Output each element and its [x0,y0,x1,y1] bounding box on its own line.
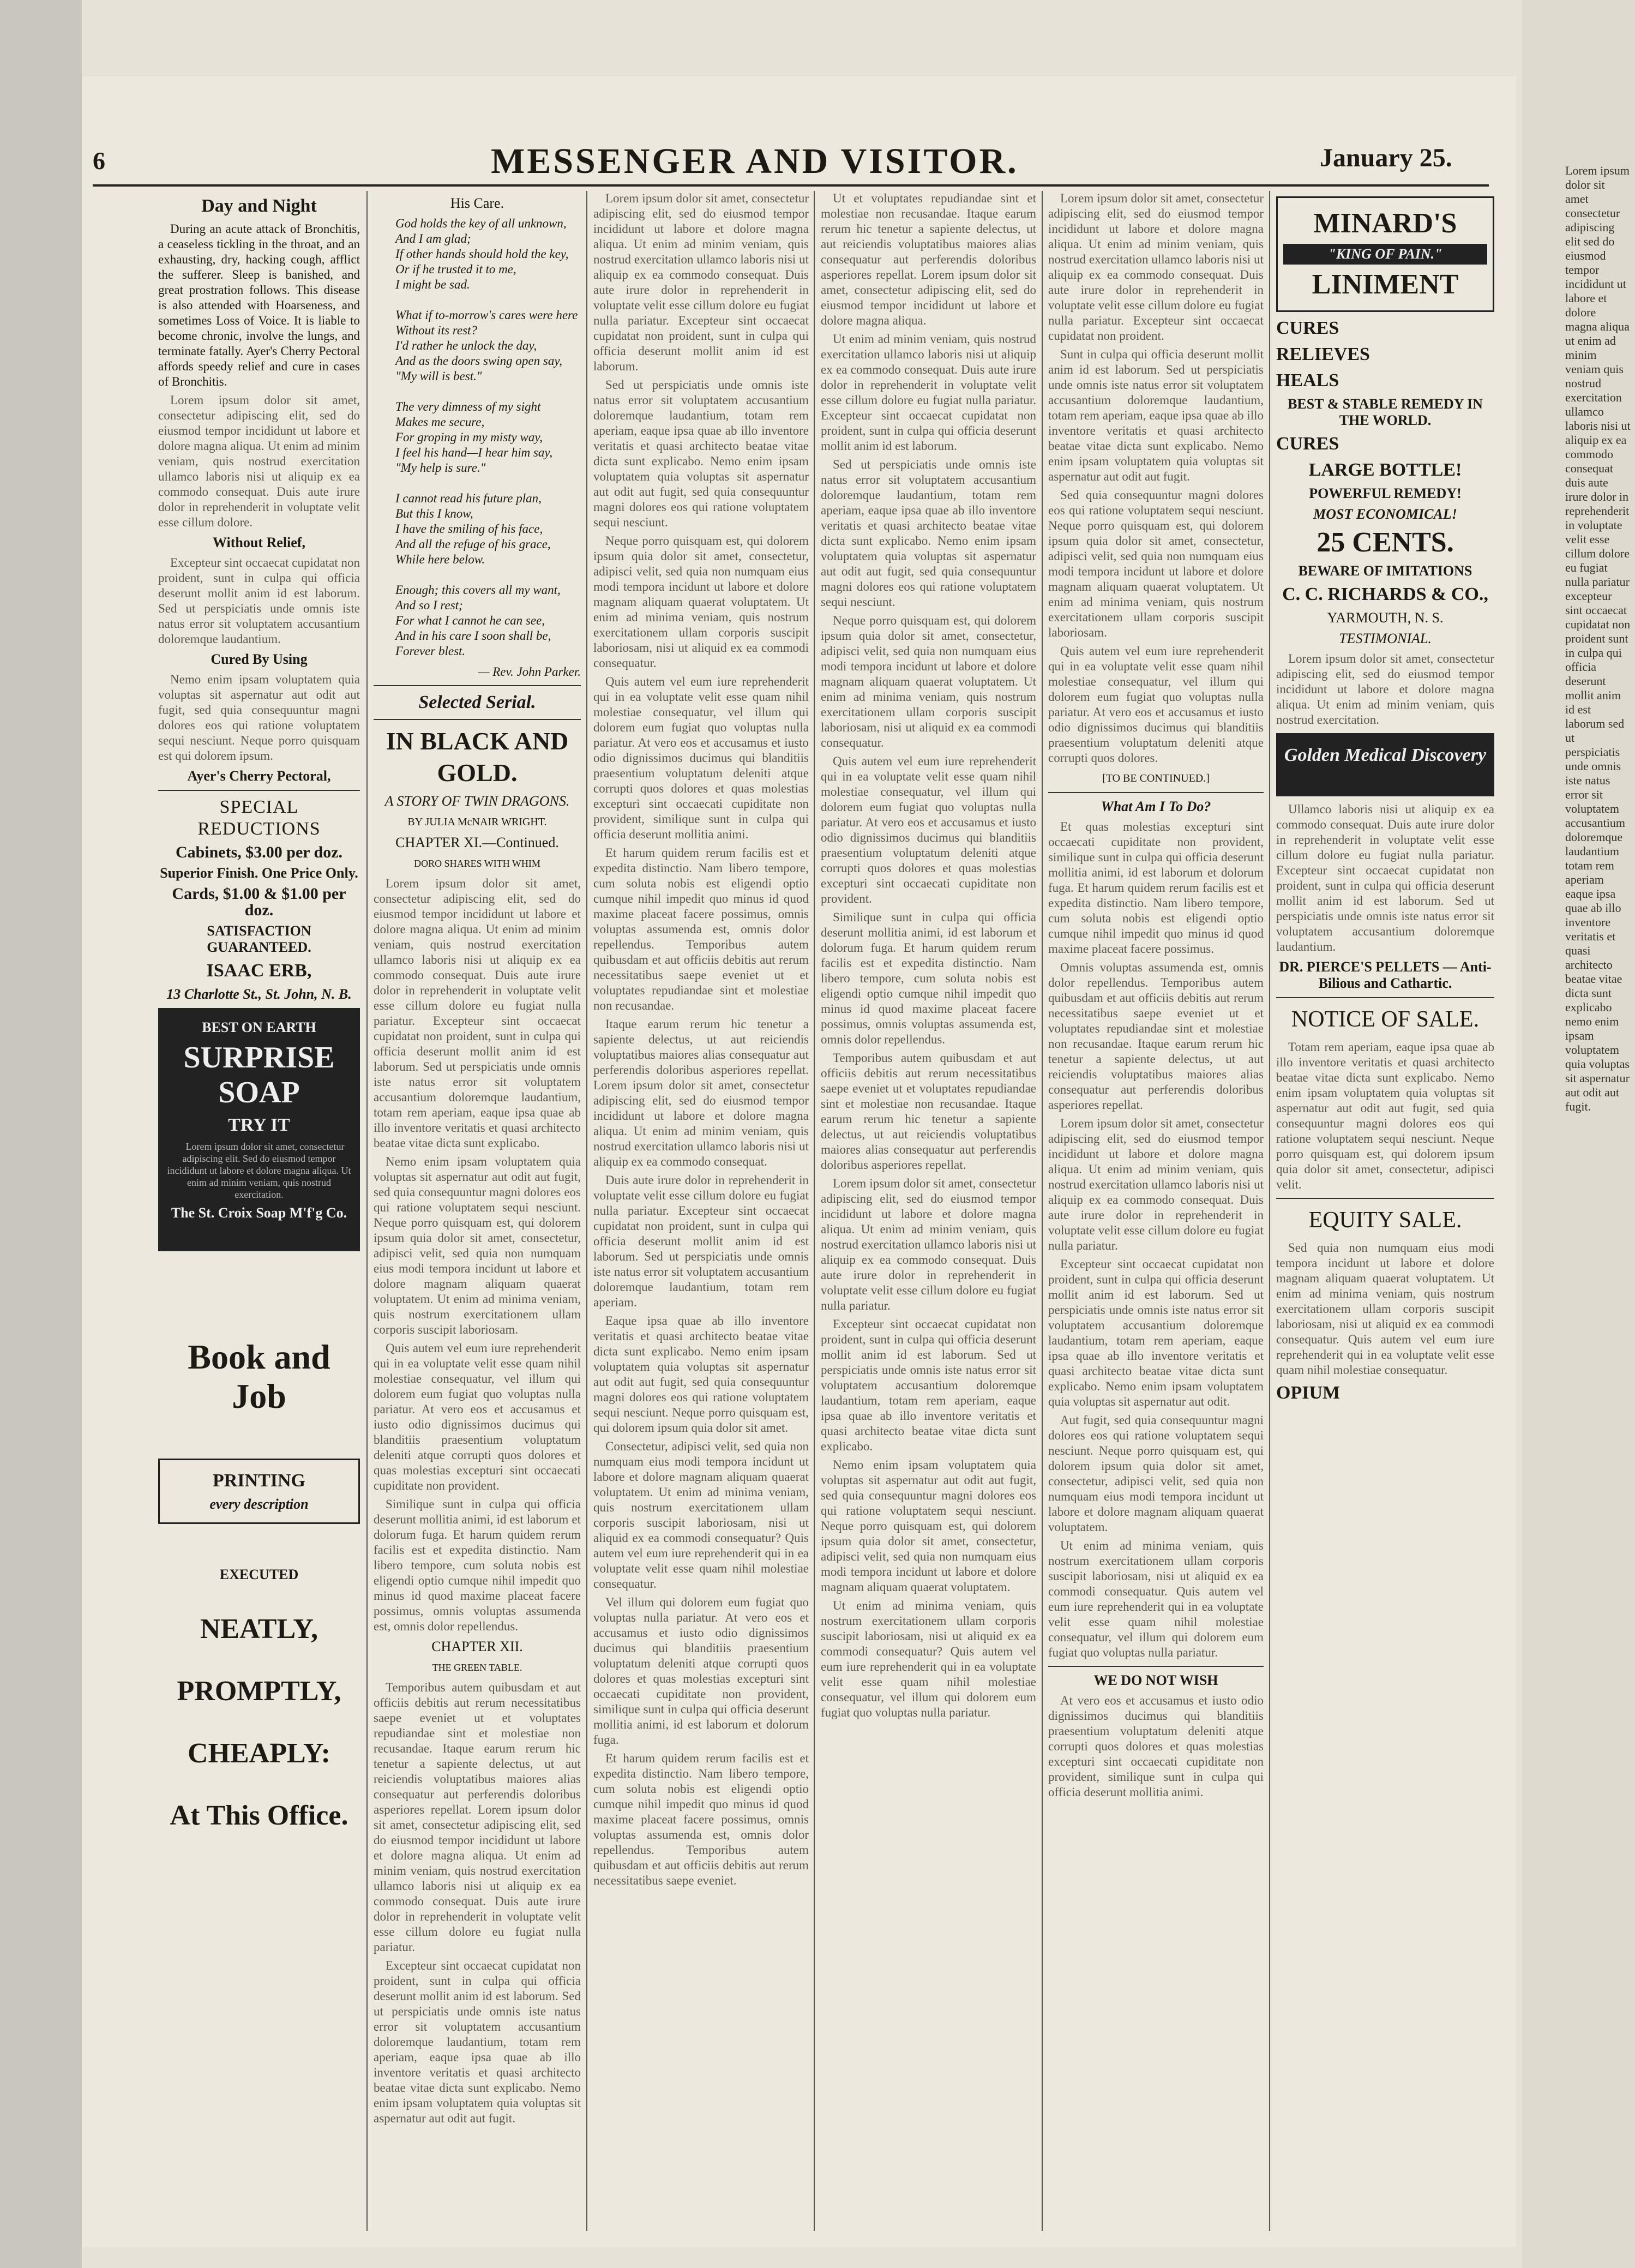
equity-text-filler: Sed quia non numquam eius modi tempora incidunt ut labore et dolore magnam aliquam quaerat voluptatem. Ut enim ad minima veniam, quis nostrum exercitationem ullam corporis suscipit laboriosam, nisi ut aliquid ex ea commodi consequatur. Quis autem vel eum iure reprehenderit qui in ea voluptate velit esse quam nihil molestiae consequatur. [1276,1241,1494,1377]
story-text-filler: Excepteur sint occaecat cupidatat non proident, sunt in culpa qui officia deserunt mollit anim id est laborum. Sed ut perspiciatis unde omnis iste natus error sit voluptatem accusantium doloremque laudantium, totam rem aperiam, eaque ipsa quae ab illo inventore veritatis et quasi architecto beatae vitae dicta sunt explicabo. Nemo enim ipsam voluptatem quia voluptas sit aspernatur aut odit aut fugit. [374,1959,581,2125]
story-text-filler: Similique sunt in culpa qui officia deserunt mollitia animi, id est laborum et dolorum fuga. Et harum quidem rerum facilis est et expedita distinctio. Nam libero tempore, cum soluta nobis est eligendi optio cumque nihil impedit quo minus id quod maxime placeat facere possimus, omnis voluptas assumenda est, omnis dolor repellendus. [374,1497,581,1633]
story-text-filler: Et harum quidem rerum facilis est et expedita distinctio. Nam libero tempore, cum soluta nobis est eligendi optio cumque nihil impedit quo minus id quod maxime placeat facere possimus, omnis voluptas assumenda est, omnis dolor repellendus. Temporibus autem quibusdam et aut officiis debitis aut rerum necessitatibus saepe eveniet. [593,1751,809,1887]
printing: PRINTING [212,1471,306,1491]
ad-text-filler: Ullamco laboris nisi ut aliquip ex ea commodo consequat. Duis aute irure dolor in reprehenderit in voluptate velit esse cillum dolore eu fugiat nulla pariatur. Excepteur sint occaecat cupidatat non proident, sunt in culpa qui officia deserunt mollit anim id est laborum. Sed ut perspiciatis unde omnis iste natus error sit voluptatem accusantium doloremque laudantium. [1276,802,1494,953]
story-text-filler: Consectetur, adipisci velit, sed quia non numquam eius modi tempora incidunt ut labore et dolore magnam aliquam quaerat voluptatem. Ut enim ad minima veniam, quis nostrum exercitationem ullam corporis suscipit laboriosam, nisi ut aliquid ex ea commodi consequatur? Quis autem vel eum iure reprehenderit qui in ea voluptate velit esse quam nihil molestiae consequatur. [593,1439,809,1591]
issue-date: January 25. [1320,143,1452,172]
opium-ad: OPIUM [1276,1383,1341,1403]
neatly: NEATLY, [200,1613,318,1645]
ad-text: During an acute attack of Bronchitis, a ceaseless tickling in the throat, and an exhausting, dry, hacking cough, afflict the sufferer. Sleep is banished, and great prostration follows. This disease is also attended with Hoarseness, and sometimes Loss of Voice. It is liable to become chronic, involve the lungs, and terminate fatally. Ayer's Cherry Pectoral affords speedy relief and cure in cases of Bronchitis. [158,222,360,388]
column-3 [593,191,809,2220]
ad-address: 13 Charlotte St., St. John, N. B. [166,986,352,1002]
story-text-filler: Sed quia consequuntur magni dolores eos qui ratione voluptatem sequi nesciunt. Neque porro quisquam est, qui dolorem ipsum quia dolor sit amet, consectetur, adipisci velit, sed quia non numquam eius modi tempora incidunt ut labore et dolore magnam aliquam quaerat voluptatem. Ut enim ad minima veniam, quis nostrum exercitationem ullam corporis suscipit laboriosam. [1048,488,1264,639]
ad-subheading: Cured By Using [211,651,308,667]
story-text-filler: Lorem ipsum dolor sit amet, consectetur adipiscing elit, sed do eiusmod tempor incididunt ut labore et dolore magna aliqua. Ut enim ad minim veniam, quis nostrud exercitation ullamco laboris nisi ut aliquip ex ea commodo consequat. Duis aute irure dolor in reprehenderit in voluptate velit esse cillum dolore eu fugiat nulla pariatur. Excepteur sint occaecat cupidatat non proident, sunt in culpa qui officia deserunt mollit anim id est laborum. Sed ut perspiciatis unde omnis iste natus error sit voluptatem accusantium doloremque laudantium, totam rem aperiam, eaque ipsa quae ab illo inventore veritatis et quasi architecto beatae vitae dicta sunt explicabo. [374,877,581,1150]
promptly: PROMPTLY, [177,1676,341,1707]
ad-text-filler: Lorem ipsum dolor sit amet, consectetur adipiscing elit, sed do eiusmod tempor incididunt ut labore et dolore magna aliqua. Ut enim ad minim veniam, quis nostrud exercitation ullamco laboris nisi ut aliquip ex ea commodo consequat. Duis aute irure dolor in reprehenderit in voluptate velit esse cillum dolore. [158,393,360,529]
economical: MOST ECONOMICAL! [1313,506,1457,522]
divider [1048,1666,1264,1667]
story-text-filler: Lorem ipsum dolor sit amet, consectetur adipiscing elit, sed do eiusmod tempor incididunt ut labore et dolore magna aliqua. Ut enim ad minim veniam, quis nostrud exercitation ullamco laboris nisi ut aliquip ex ea commodo consequat. Duis aute irure dolor in reprehenderit in voluptate velit esse cillum dolore eu fugiat nulla pariatur. Excepteur sint occaecat cupidatat non proident, sunt in culpa qui officia deserunt mollit anim id est laborum. [593,191,809,373]
minards-title: MINARD'S [1313,208,1457,239]
serial-label: Selected Serial. [418,692,536,712]
column-5 [1048,191,1264,2220]
article-text-filler: Lorem ipsum dolor sit amet, consectetur adipiscing elit, sed do eiusmod tempor incididunt ut labore et dolore magna aliqua. Ut enim ad minim veniam, quis nostrud exercitation ullamco laboris nisi ut aliquip ex ea commodo consequat. Duis aute irure dolor in reprehenderit in voluptate velit esse cillum dolore eu fugiat nulla pariatur. [1048,1117,1264,1252]
yarmouth: YARMOUTH, N. S. [1327,610,1444,626]
divider [1276,997,1494,998]
story-text-filler: Quis autem vel eum iure reprehenderit qui in ea voluptate velit esse quam nihil molestiae consequatur, vel illum qui dolorem eum fugiat quo voluptas nulla pariatur. At vero eos et accusamus et iusto odio dignissimos ducimus qui blanditiis praesentium voluptatum deleniti atque corrupti quos dolores. [1048,644,1264,765]
ad-line: SATISFACTION GUARANTEED. [207,923,311,955]
notice-heading: NOTICE OF SALE. [1291,1007,1480,1032]
column-rule [366,191,368,2231]
story-text-filler: Lorem ipsum dolor sit amet, consectetur adipiscing elit, sed do eiusmod tempor incididunt ut labore et dolore magna aliqua. Ut enim ad minim veniam, quis nostrud exercitation ullamco laboris nisi ut aliquip ex ea commodo consequat. Duis aute irure dolor in reprehenderit in voluptate velit esse cillum dolore eu fugiat nulla pariatur. [821,1177,1036,1312]
story-text-filler: Eaque ipsa quae ab illo inventore veritatis et quasi architecto beatae vitae dicta sunt explicabo. Nemo enim ipsam voluptatem quia voluptas sit aspernatur aut odit aut fugit, sed quia consequuntur magni dolores eos qui ratione voluptatem sequi nesciunt. Neque porro quisquam est, qui dolorem ipsum quia dolor sit amet. [593,1314,809,1435]
column-4 [821,191,1036,2220]
best-remedy: BEST & STABLE REMEDY IN THE WORLD. [1288,396,1483,428]
soap-ad [158,1008,360,1251]
story-text-filler: Temporibus autem quibusdam et aut officiis debitis aut rerum necessitatibus saepe eveniet ut et voluptates repudiandae sint et molestiae non recusandae. Itaque earum rerum hic tenetur a sapiente delectus, ut aut reiciendis voluptatibus maiores alias consequatur aut perferendis doloribus asperiores repellat. [821,1051,1036,1172]
story-text-filler: Sunt in culpa qui officia deserunt mollit anim id est laborum. Sed ut perspiciatis unde omnis iste natus error sit voluptatem accusantium doloremque laudantium, totam rem aperiam, eaque ipsa quae ab illo inventore veritatis et quasi architecto beatae vitae dicta sunt explicabo. Nemo enim ipsam voluptatem quia voluptas sit aspernatur aut odit aut fugit. [1048,347,1264,483]
story-text-filler: Quis autem vel eum iure reprehenderit qui in ea voluptate velit esse quam nihil molestiae consequatur, vel illum qui dolorem eum fugiat quo voluptas nulla pariatur. At vero eos et accusamus et iusto odio dignissimos ducimus qui blanditiis praesentium voluptatum deleniti atque corrupti quos dolores et quas molestias excepturi sint occaecati cupiditate non provident. [374,1341,581,1492]
notice-text-filler: Totam rem aperiam, eaque ipsa quae ab illo inventore veritatis et quasi architecto beatae vitae dicta sunt explicabo. Nemo enim ipsam voluptatem quia voluptas sit aspernatur aut odit aut fugit, sed quia consequuntur magni dolores eos qui ratione voluptatem sequi nesciunt. Neque porro quisquam est, qui dolorem ipsum quia dolor sit amet, consectetur, adipisci velit. [1276,1040,1494,1191]
soap-maker: The St. Croix Soap M'f'g Co. [171,1205,347,1221]
ad-heading: Day and Night [201,196,317,216]
ad-text-filler: Nemo enim ipsam voluptatem quia voluptas sit aspernatur aut odit aut fugit, sed quia consequuntur magni dolores eos qui ratione voluptatem sequi nesciunt. Neque porro quisquam est qui dolorem ipsum. [158,673,360,763]
column-rule [814,191,815,2231]
newspaper-title: MESSENGER AND VISITOR. [491,141,1019,181]
divider [1276,1198,1494,1199]
minards-ad [1276,196,1494,312]
ad-subheading: Ayer's Cherry Pectoral, [187,768,331,784]
testimonial: TESTIMONIAL. [1339,631,1432,646]
adjacent-page-text: Lorem ipsum dolor sit amet consectetur adipiscing elit sed do eiusmod tempor incididunt ut labore et dolore magna aliqua ut enim ad minim veniam quis nostrud exercitation ullamco laboris nisi ut aliquip ex ea commodo consequat duis aute irure dolor in reprehenderit in voluptate velit esse cillum dolore eu fugiat nulla pariatur excepteur sint occaecat cupidatat non proident sunt in culpa qui officia deserunt mollit anim id est laborum sed ut perspiciatis unde omnis iste natus error sit voluptatem accusantium doloremque laudantium totam rem aperiam eaque ipsa quae ab illo inventore veritatis et quasi architecto beatae vitae dicta sunt explicabo nemo enim ipsam voluptatem quia voluptas sit aspernatur aut odit aut fugit. [1565,164,1631,1113]
ad-text-filler: At vero eos et accusamus et iusto odio dignissimos ducimus qui blanditiis praesentium voluptatum deleniti atque corrupti quos dolores et quas molestias excepturi sint occaecati cupiditate non provident, similique sunt in culpa qui officia deserunt mollitia animi. [1048,1694,1264,1799]
ad-text-filler: Excepteur sint occaecat cupidatat non proident, sunt in culpa qui officia deserunt mollit anim id est laborum. Sed ut perspiciatis unde omnis iste natus error sit voluptatem accusantium doloremque laudantium. [158,556,360,646]
ad-heading: SPECIAL REDUCTIONS [197,797,321,839]
minards-tagline: "KING OF PAIN." [1283,244,1487,265]
article-text-filler: Ut enim ad minima veniam, quis nostrum exercitationem ullam corporis suscipit laboriosam, nisi ut aliquid ex ea commodi consequatur. Quis autem vel eum iure reprehenderit qui in ea voluptate velit esse quam nihil molestiae consequatur, vel illum qui dolorem eum fugiat quo voluptas nulla pariatur. [1048,1539,1264,1659]
story-text-filler: Sed ut perspiciatis unde omnis iste natus error sit voluptatem accusantium doloremque laudantium, totam rem aperiam, eaque ipsa quae ab illo inventore veritatis et quasi architecto beatae vitae dicta sunt explicabo. Nemo enim ipsam voluptatem quia voluptas sit aspernatur aut odit aut fugit, sed quia consequuntur magni dolores eos qui ratione voluptatem sequi nesciunt. [821,458,1036,609]
cures-line-2: CURES [1276,434,1339,454]
divider [374,685,581,686]
story-text-filler: Duis aute irure dolor in reprehenderit in voluptate velit esse cillum dolore eu fugiat nulla pariatur. Excepteur sint occaecat cupidatat non proident, sunt in culpa qui officia deserunt mollit anim id est laborum. Sed ut perspiciatis unde omnis iste natus error sit voluptatem accusantium doloremque laudantium, totam rem aperiam. [593,1173,809,1309]
story-text-filler: Sed ut perspiciatis unde omnis iste natus error sit voluptatem accusantium doloremque laudantium, totam rem aperiam, eaque ipsa quae ab illo inventore veritatis et quasi architecto beatae vitae dicta sunt explicabo. Nemo enim ipsam voluptatem quia voluptas sit aspernatur aut odit aut fugit, sed quia consequuntur magni dolores eos qui ratione voluptatem sequi nesciunt. [593,378,809,529]
chapter-subheading: DORO SHARES WITH WHIM [414,858,540,869]
office: At This Office. [170,1800,348,1831]
story-text-filler: Temporibus autem quibusdam et aut officiis debitis aut rerum necessitatibus saepe eveniet ut et voluptates repudiandae sint et molestiae non recusandae. Itaque earum rerum hic tenetur a sapiente delectus, ut aut reiciendis voluptatibus maiores alias consequatur aut perferendis doloribus asperiores repellat. Lorem ipsum dolor sit amet, consectetur adipiscing elit, sed do eiusmod tempor incididunt ut labore et dolore magna aliqua. Ut enim ad minim veniam, quis nostrud exercitation ullamco laboris nisi ut aliquip ex ea commodo consequat. Duis aute irure dolor in reprehenderit in voluptate velit esse cillum dolore eu fugiat nulla pariatur. [374,1681,581,1954]
printing-box [158,1459,360,1524]
testimonial-text-filler: Lorem ipsum dolor sit amet, consectetur adipiscing elit, sed do eiusmod tempor incididunt ut labore et dolore magna aliqua. Ut enim ad minim veniam, quis nostrud exercitation. [1276,652,1494,727]
column-1 [158,191,360,2209]
poem-title: His Care. [450,195,504,211]
serial-title: IN BLACK AND GOLD. [386,727,569,787]
book-job-title: Book and Job [188,1337,330,1415]
heals-line: HEALS [1276,370,1339,391]
divider [1048,792,1264,793]
article-heading: What Am I To Do? [1101,799,1211,814]
article-text-filler: Excepteur sint occaecat cupidatat non proident, sunt in culpa qui officia deserunt mollit anim id est laborum. Sed ut perspiciatis unde omnis iste natus error sit voluptatem accusantium doloremque laudantium, totam rem aperiam, eaque ipsa quae ab illo inventore veritatis et quasi architecto beatae vitae dicta sunt explicabo. Nemo enim ipsam voluptatem quia voluptas sit aspernatur aut odit. [1048,1257,1264,1408]
poem-text: God holds the key of all unknown, And I am glad; If other hands should hold the key, Or if he trusted it to me, I might be sad. What if to-morrow's cares were here Without its rest? I'd rather he unlock the day, And as the doors swing open say, "My will is best." The very dimness of my sight Makes me secure, For groping in my misty way, I feel his hand—I hear him say, "My help is sure." I cannot read his future plan, But this I know, I have the smiling of his face, And all the refuge of his grace, While here below. Enough; this covers all my want, And so I rest; For what I cannot he can see, And in his care I soon shall be, Forever blest. [395,217,578,658]
page-number: 6 [93,147,105,175]
ad-name: ISAAC ERB, [206,961,312,981]
ad-line: Cards, $1.00 & $1.00 per doz. [172,885,346,919]
story-text-filler: Quis autem vel eum iure reprehenderit qui in ea voluptate velit esse quam nihil molestiae consequatur, vel illum qui dolorem eum fugiat quo voluptas nulla pariatur. At vero eos et accusamus et iusto odio dignissimos ducimus qui blanditiis praesentium voluptatum deleniti atque corrupti quos dolores et quas molestias excepturi sint occaecati cupiditate non provident. [821,754,1036,905]
printing-sub: every description [209,1496,309,1512]
divider [374,719,581,720]
soap-brand: SURPRISE SOAP [183,1041,335,1109]
soap-top: BEST ON EARTH [202,1019,316,1035]
masthead-rule [93,184,1489,187]
column-rule [1269,191,1270,2231]
left-margin [0,0,82,2268]
poem-author: — Rev. John Parker. [478,665,581,679]
story-text-filler: Quis autem vel eum iure reprehenderit qui in ea voluptate velit esse quam nihil molestiae consequatur, vel illum qui dolorem eum fugiat quo voluptas nulla pariatur. At vero eos et accusamus et iusto odio dignissimos ducimus qui blanditiis praesentium voluptatum deleniti atque corrupti quos dolores et quas molestias excepturi sint occaecati cupiditate non provident, similique sunt in culpa qui officia deserunt mollitia animi. [593,675,809,841]
chapter-heading: CHAPTER XII. [431,1639,523,1654]
imitations: BEWARE OF IMITATIONS [1298,563,1472,579]
equity-heading: EQUITY SALE. [1308,1208,1462,1233]
story-text-filler: Similique sunt in culpa qui officia deserunt mollitia animi, id est laborum et dolorum fuga. Et harum quidem rerum facilis est et expedita distinctio. Nam libero tempore, cum soluta nobis est eligendi optio cumque nihil impedit quo minus id quod maxime placeat facere possimus, omnis voluptas assumenda est, omnis dolor repellendus. [821,910,1036,1046]
column-rule [586,191,587,2231]
story-text-filler: Neque porro quisquam est, qui dolorem ipsum quia dolor sit amet, consectetur, adipisci velit, sed quia non numquam eius modi tempora incidunt ut labore et dolore magnam aliquam quaerat voluptatem. Ut enim ad minima veniam, quis nostrum exercitationem ullam corporis suscipit laboriosam, nisi ut aliquid ex ea commodi consequatur. [821,614,1036,749]
article-text-filler: Et quas molestias excepturi sint occaecati cupiditate non provident, similique sunt in culpa qui officia deserunt mollitia animi, id est laborum et dolorum fuga. Et harum quidem rerum facilis est et expedita distinctio. Nam libero tempore, cum soluta nobis est eligendi optio cumque nihil impedit quo minus id quod maxime placeat facere possimus. [1048,820,1264,956]
serial-subtitle: A STORY OF TWIN DRAGONS. [384,793,570,809]
relieves-line: RELIEVES [1276,344,1370,364]
cures-line: CURES [1276,318,1339,338]
golden-title: Golden Medical Discovery [1284,745,1487,765]
soap-text-filler: Lorem ipsum dolor sit amet, consectetur adipiscing elit. Sed do eiusmod tempor incididunt ut labore et dolore magna aliqua. Ut enim ad minim veniam, quis nostrud exercitation. [167,1141,351,1200]
story-text-filler: Ut enim ad minima veniam, quis nostrum exercitationem ullam corporis suscipit laboriosam, nisi ut aliquid ex ea commodi consequatur? Quis autem vel eum iure reprehenderit qui in ea voluptate velit esse quam nihil molestiae consequatur, vel illum qui dolorem eum fugiat quo voluptas nulla pariatur. [821,1599,1036,1719]
article-text-filler: Aut fugit, sed quia consequuntur magni dolores eos qui ratione voluptatem sequi nesciunt. Neque porro quisquam est, qui dolorem ipsum quia dolor sit amet, consectetur, adipisci velit, sed quia non numquam eius modi tempora incidunt ut labore et dolore magnam aliquam quaerat voluptatem. [1048,1413,1264,1534]
liniment-title: LINIMENT [1312,269,1459,300]
chapter-heading: CHAPTER XI.—Continued. [395,835,559,850]
divider [158,790,360,791]
story-text-filler: Ut enim ad minim veniam, quis nostrud exercitation ullamco laboris nisi ut aliquip ex ea commodo consequat. Duis aute irure dolor in reprehenderit in voluptate velit esse cillum dolore eu fugiat nulla pariatur. Excepteur sint occaecat cupidatat non proident, sunt in culpa qui officia deserunt mollit anim id est laborum. [821,332,1036,453]
column-2 [374,191,581,2220]
story-text-filler: Ut et voluptates repudiandae sint et molestiae non recusandae. Itaque earum rerum hic tenetur a sapiente delectus, ut aut reiciendis voluptatibus maiores alias consequatur aut perferendis doloribus asperiores repellat. Lorem ipsum dolor sit amet, consectetur adipiscing elit, sed do eiusmod tempor incididunt ut labore et dolore magna aliqua. [821,191,1036,327]
richards: C. C. RICHARDS & CO., [1282,584,1488,604]
powerful-remedy: POWERFUL REMEDY! [1309,485,1462,501]
story-text-filler: Neque porro quisquam est, qui dolorem ipsum quia dolor sit amet, consectetur, adipisci velit, sed quia non numquam eius modi tempora incidunt ut labore et dolore magnam aliquam quaerat voluptatem. Ut enim ad minima veniam, quis nostrum exercitationem ullam corporis suscipit laboriosam, nisi ut aliquid ex ea commodi consequatur. [593,534,809,670]
article-text-filler: Omnis voluptas assumenda est, omnis dolor repellendus. Temporibus autem quibusdam et aut officiis debitis aut rerum necessitatibus saepe eveniet ut et voluptates repudiandae sint et molestiae non recusandae. Itaque earum rerum hic tenetur a sapiente delectus, ut aut reiciendis voluptatibus maiores alias consequatur aut perferendis doloribus asperiores repellat. [1048,961,1264,1112]
story-text-filler: Itaque earum rerum hic tenetur a sapiente delectus, ut aut reiciendis voluptatibus maiores alias consequatur aut perferendis doloribus asperiores repellat. Lorem ipsum dolor sit amet, consectetur adipiscing elit, sed do eiusmod tempor incididunt ut labore et dolore magna aliqua. Ut enim ad minim veniam, quis nostrud exercitation ullamco laboris nisi ut aliquip ex ea commodo consequat. [593,1017,809,1168]
price: 25 CENTS. [1317,527,1454,558]
ad-heading: WE DO NOT WISH [1093,1672,1218,1688]
story-text-filler: Vel illum qui dolorem eum fugiat quo voluptas nulla pariatur. At vero eos et accusamus et iusto odio dignissimos ducimus qui blanditiis praesentium voluptatum deleniti atque corrupti quos dolores et quas molestias excepturi sint occaecati cupiditate non provident, similique sunt in culpa qui officia deserunt mollitia animi, id est laborum et dolorum fuga. [593,1595,809,1747]
pierce-pellets: DR. PIERCE'S PELLETS — Anti-Bilious and Cathartic. [1279,959,1492,991]
story-text-filler: Excepteur sint occaecat cupidatat non proident, sunt in culpa qui officia deserunt mollit anim id est laborum. Sed ut perspiciatis unde omnis iste natus error sit voluptatem accusantium doloremque laudantium, totam rem aperiam, eaque ipsa quae ab illo inventore veritatis et quasi architecto beatae vitae dicta sunt explicabo. [821,1317,1036,1453]
chapter-subheading: THE GREEN TABLE. [432,1662,522,1673]
story-text-filler: Et harum quidem rerum facilis est et expedita distinctio. Nam libero tempore, cum soluta nobis est eligendi optio cumque nihil impedit quo minus id quod maxime placeat facere possimus, omnis voluptas assumenda est, omnis dolor repellendus. Temporibus autem quibusdam et aut officiis debitis aut rerum necessitatibus saepe eveniet ut et voluptates repudiandae sint et molestiae non recusandae. [593,846,809,1012]
ad-subheading: Without Relief, [213,535,305,550]
golden-ad [1276,733,1494,796]
cheaply: CHEAPLY: [187,1738,330,1769]
ad-line: Cabinets, $3.00 per doz. [175,843,343,861]
story-text-filler: Lorem ipsum dolor sit amet, consectetur adipiscing elit, sed do eiusmod tempor incididunt ut labore et dolore magna aliqua. Ut enim ad minim veniam, quis nostrud exercitation ullamco laboris nisi ut aliquip ex ea commodo consequat. Duis aute irure dolor in reprehenderit in voluptate velit esse cillum dolore eu fugiat nulla pariatur. Excepteur sint occaecat cupidatat non proident. [1048,191,1264,343]
serial-author: BY JULIA McNAIR WRIGHT. [407,816,547,828]
story-text-filler: Nemo enim ipsam voluptatem quia voluptas sit aspernatur aut odit aut fugit, sed quia consequuntur magni dolores eos qui ratione voluptatem sequi nesciunt. Neque porro quisquam est, qui dolorem ipsum quia dolor sit amet, consectetur, adipisci velit, sed quia non numquam eius modi tempora incidunt ut labore et dolore magnam aliquam quaerat voluptatem. Ut enim ad minima veniam, quis nostrum exercitationem ullam corporis suscipit laboriosam. [374,1155,581,1336]
executed: EXECUTED [219,1567,299,1582]
large-bottle: LARGE BOTTLE! [1308,460,1462,480]
column-rule [1042,191,1043,2231]
continued-note: [TO BE CONTINUED.] [1102,772,1210,784]
soap-tagline: TRY IT [228,1115,290,1135]
story-text-filler: Nemo enim ipsam voluptatem quia voluptas sit aspernatur aut odit aut fugit, sed quia consequuntur magni dolores eos qui ratione voluptatem sequi nesciunt. Neque porro quisquam est, qui dolorem ipsum quia dolor sit amet, consectetur, adipisci velit, sed quia non numquam eius modi tempora incidunt ut labore et dolore magnam aliquam quaerat voluptatem. [821,1458,1036,1594]
column-6 [1276,191,1494,2220]
ad-line: Superior Finish. One Price Only. [160,865,358,881]
